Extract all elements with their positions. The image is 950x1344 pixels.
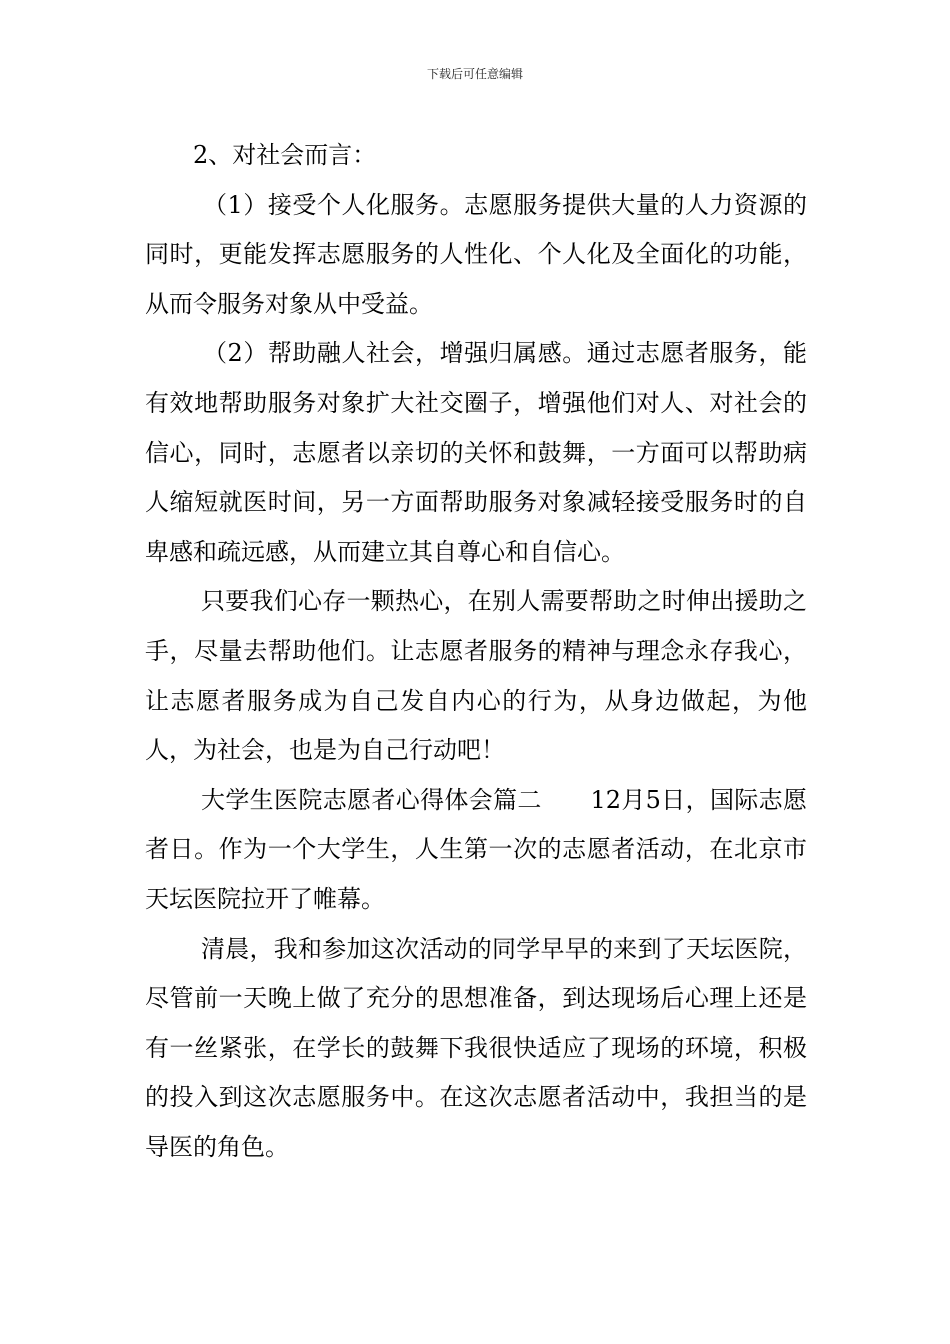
page-header: 下载后可任意编辑 [426,67,523,81]
paragraph: 大学生医院志愿者心得体会篇二 12月5日，国际志愿者日。作为一个大学生，人生第一次的志愿者活动，在北京市天坛医院拉开了帷幕。 [145,785,807,913]
section-heading: 2、对社会而言： [193,141,377,169]
paragraph: （1）接受个人化服务。志愿服务提供大量的人力资源的同时，更能发挥志愿服务的人性化、个人化及全面化的功能，从而令服务对象从中受益。 [145,190,807,318]
paragraph: 清晨，我和参加这次活动的同学早早的来到了天坛医院，尽管前一天晚上做了充分的思想准备，到达现场后心理上还是有一丝紧张，在学长的鼓舞下我很快适应了现场的环境，积极的投入到这次志愿服务中。在这次志愿者活动中，我担当的是导医的角色。 [145,934,807,1161]
paragraph: 只要我们心存一颗热心，在别人需要帮助之时伸出援助之手，尽量去帮助他们。让志愿者服务的精神与理念永存我心，让志愿者服务成为自己发自内心的行为，从身边做起，为他人，为社会，也是为自己行动吧！ [145,587,807,765]
paragraph: （2）帮助融人社会，增强归属感。通过志愿者服务，能有效地帮助服务对象扩大社交圈子，增强他们对人、对社会的信心，同时，志愿者以亲切的关怀和鼓舞，一方面可以帮助病人缩短就医时间，另一方面帮助服务对象减轻接受服务时的自卑感和疏远感，从而建立其自尊心和自信心。 [145,339,807,566]
document-body [145,131,807,1172]
